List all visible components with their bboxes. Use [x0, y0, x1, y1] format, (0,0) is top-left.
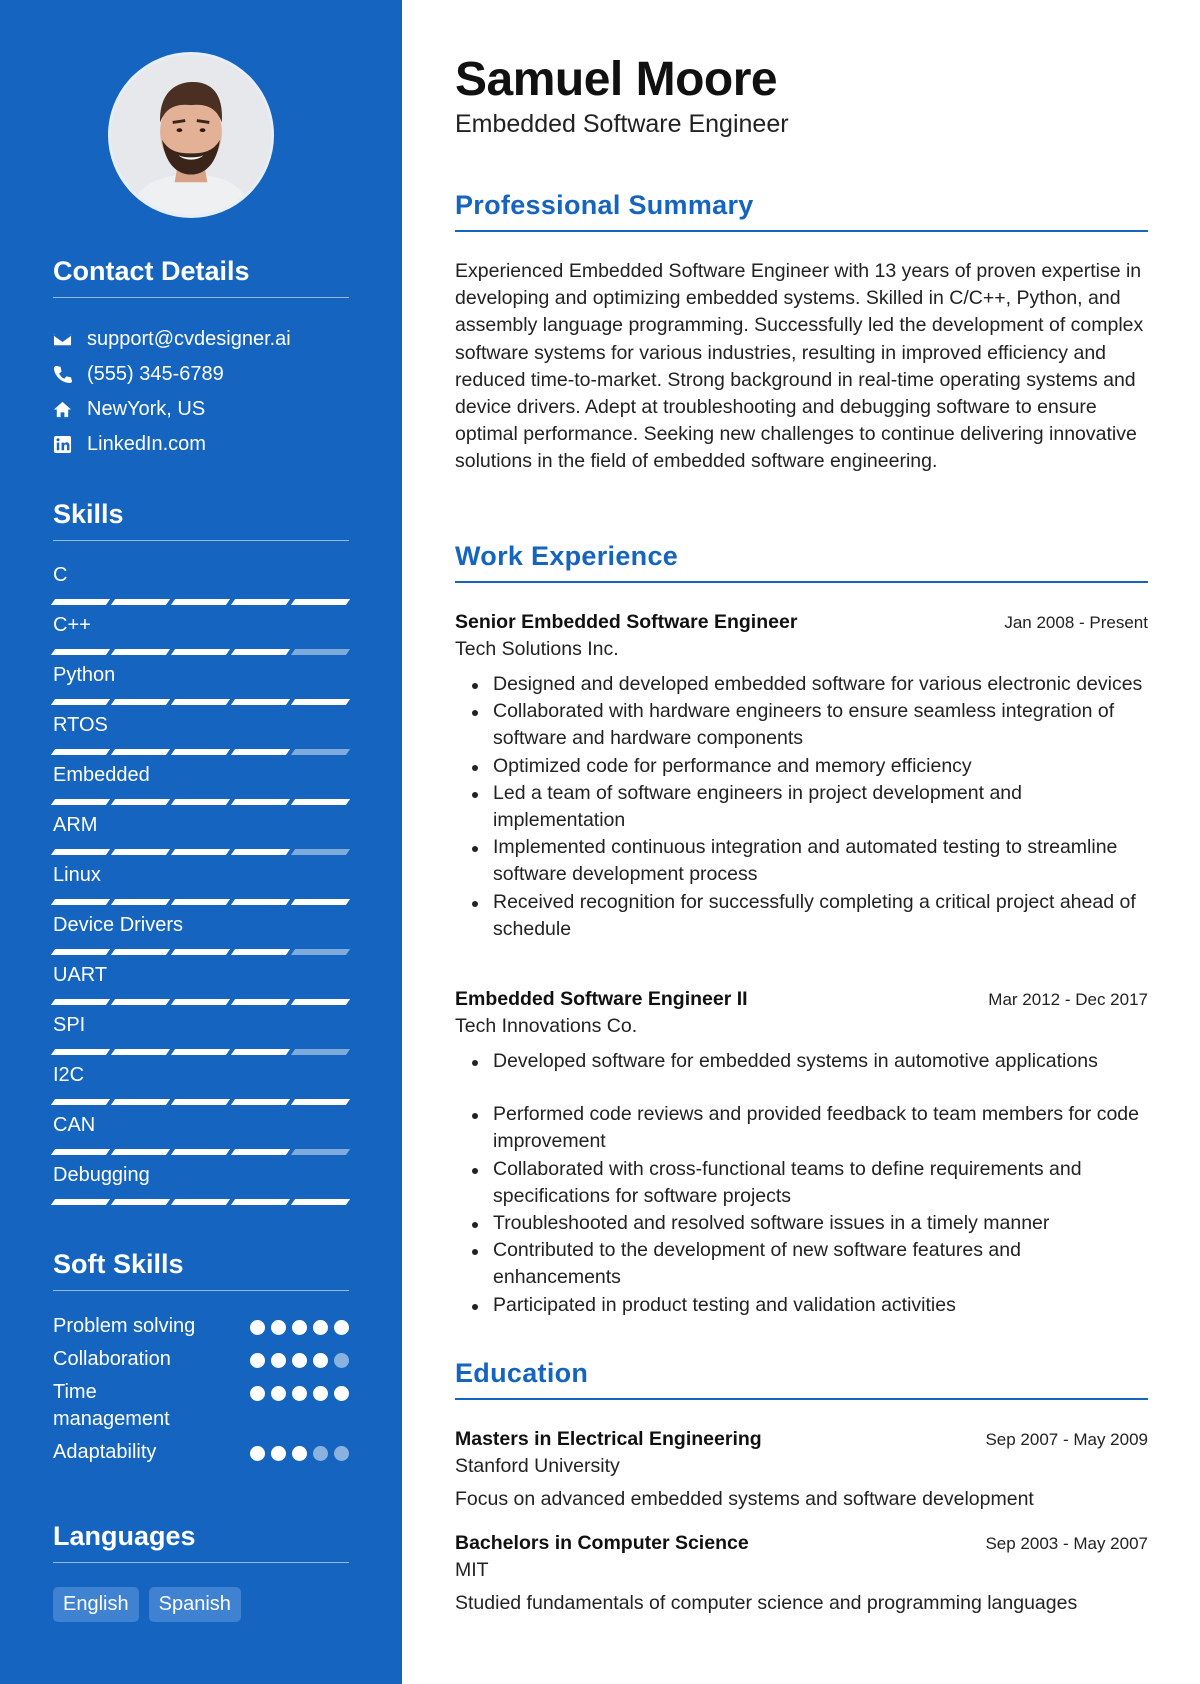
skill-level-bar	[53, 849, 349, 855]
skill-level-segment	[111, 649, 170, 655]
skill-level-segment	[231, 599, 290, 605]
skill-name: Embedded	[53, 764, 150, 786]
job-company: Tech Solutions Inc.	[455, 638, 619, 660]
skill-level-bar	[53, 899, 349, 905]
contact-location-text: NewYork, US	[87, 398, 206, 420]
skill-level-segment	[51, 1049, 110, 1055]
soft-skill-name: Time management	[53, 1381, 170, 1430]
skill-item	[53, 759, 349, 809]
skill-item	[53, 1159, 349, 1209]
skill-name: C	[53, 564, 68, 586]
sidebar	[0, 0, 402, 1684]
soft-skill-item	[53, 1379, 349, 1433]
skill-level-segment	[111, 949, 170, 955]
rating-dot	[313, 1353, 328, 1368]
skill-level-segment	[111, 799, 170, 805]
skill-level-segment	[111, 999, 170, 1005]
skill-level-segment	[171, 849, 230, 855]
skill-level-segment	[51, 799, 110, 805]
education-desc: Focus on advanced embedded systems and software development	[455, 1488, 1034, 1510]
soft-skills-section	[53, 1249, 349, 1472]
rating-dot	[271, 1386, 286, 1401]
skill-level-bar	[53, 599, 349, 605]
skill-level-segment	[171, 599, 230, 605]
avatar-photo	[111, 55, 271, 215]
skill-level-bar	[53, 1149, 349, 1155]
job-bullets	[455, 1048, 1148, 1319]
skill-level-segment	[51, 599, 110, 605]
rating-dot	[313, 1320, 328, 1335]
rating-dot	[292, 1386, 307, 1401]
skill-level-segment	[171, 999, 230, 1005]
job-title: Senior Embedded Software Engineer	[455, 611, 798, 633]
list-item: Participated in product testing and validation activities	[455, 1292, 1148, 1319]
skill-level-segment	[51, 899, 110, 905]
skill-level-segment	[231, 699, 290, 705]
skill-level-segment	[171, 899, 230, 905]
rating-dot	[292, 1353, 307, 1368]
rating-dot	[250, 1446, 265, 1461]
skills-section	[53, 499, 349, 1209]
rating-dot	[334, 1386, 349, 1401]
job-date: Mar 2012 - Dec 2017	[988, 990, 1148, 1009]
degree-title: Masters in Electrical Engineering	[455, 1428, 762, 1450]
skill-level-segment	[231, 1049, 290, 1055]
list-item: Performed code reviews and provided feedback to team members for code improvement	[455, 1101, 1148, 1155]
contact-phone[interactable]	[53, 357, 349, 392]
skill-item	[53, 859, 349, 909]
language-chip: Spanish	[149, 1587, 241, 1622]
soft-skill-rating	[250, 1379, 349, 1401]
contact-email[interactable]	[53, 322, 349, 357]
skill-level-segment	[51, 749, 110, 755]
skill-name: UART	[53, 964, 108, 986]
contact-email-text: support@cvdesigner.ai	[87, 328, 291, 350]
skill-item	[53, 959, 349, 1009]
list-item: Collaborated with cross-functional teams to define requirements and specifications for software projects	[455, 1156, 1148, 1210]
skill-level-segment	[111, 599, 170, 605]
skills-title: Skills	[53, 499, 349, 541]
education-entry	[455, 1428, 1148, 1511]
skill-level-segment	[111, 899, 170, 905]
skill-level-segment	[291, 699, 350, 705]
skill-level-segment	[291, 999, 350, 1005]
languages-title: Languages	[53, 1521, 349, 1563]
skill-name: SPI	[53, 1014, 86, 1036]
rating-dot	[250, 1386, 265, 1401]
skill-level-segment	[111, 849, 170, 855]
skill-level-segment	[231, 1099, 290, 1105]
list-item: Optimized code for performance and memory efficiency	[455, 753, 1148, 780]
skill-level-segment	[171, 749, 230, 755]
skill-name: Device Drivers	[53, 914, 184, 936]
rating-dot	[334, 1353, 349, 1368]
rating-dot	[250, 1353, 265, 1368]
list-item: Collaborated with hardware engineers to ensure seamless integration of software and hardware components	[455, 698, 1148, 752]
skill-item	[53, 809, 349, 859]
soft-skill-name: Problem solving	[53, 1315, 196, 1337]
skill-level-segment	[51, 1099, 110, 1105]
candidate-name: Samuel Moore	[455, 53, 778, 106]
skills-list	[53, 559, 349, 1209]
skill-level-segment	[111, 699, 170, 705]
skill-level-segment	[291, 1199, 350, 1205]
linkedin-icon	[53, 435, 87, 454]
avatar	[108, 52, 274, 218]
skill-level-segment	[231, 649, 290, 655]
skill-name: C++	[53, 614, 91, 636]
soft-skills-list	[53, 1313, 349, 1466]
skill-level-bar	[53, 749, 349, 755]
skill-item	[53, 1009, 349, 1059]
rating-dot	[313, 1446, 328, 1461]
skill-level-segment	[231, 949, 290, 955]
language-chip: English	[53, 1587, 139, 1622]
list-item: Led a team of software engineers in project development and implementation	[455, 780, 1148, 834]
skill-name: Debugging	[53, 1164, 150, 1186]
skill-level-segment	[171, 1149, 230, 1155]
skill-level-segment	[231, 999, 290, 1005]
soft-skill-item	[53, 1346, 349, 1373]
soft-skill-name: Adaptability	[53, 1441, 157, 1463]
skill-level-segment	[51, 699, 110, 705]
list-item: Received recognition for successfully completing a critical project ahead of schedule	[455, 889, 1148, 943]
school-name: MIT	[455, 1559, 489, 1581]
skill-level-segment	[291, 599, 350, 605]
list-item: Troubleshooted and resolved software issues in a timely manner	[455, 1210, 1148, 1237]
contact-linkedin[interactable]	[53, 427, 349, 462]
job-bullets	[455, 671, 1148, 943]
skill-item	[53, 1109, 349, 1159]
skill-level-bar	[53, 949, 349, 955]
soft-skill-rating	[250, 1313, 349, 1335]
languages-section	[53, 1521, 349, 1622]
rating-dot	[334, 1320, 349, 1335]
phone-icon	[53, 365, 87, 384]
skill-level-bar	[53, 1049, 349, 1055]
soft-skills-title: Soft Skills	[53, 1249, 349, 1291]
skill-name: ARM	[53, 814, 98, 836]
education-entry	[455, 1532, 1148, 1615]
skill-level-segment	[171, 799, 230, 805]
contact-phone-text: (555) 345-6789	[87, 363, 224, 385]
contact-title: Contact Details	[53, 256, 349, 298]
skill-level-segment	[291, 749, 350, 755]
skill-name: CAN	[53, 1114, 96, 1136]
skill-item	[53, 559, 349, 609]
skill-level-segment	[291, 949, 350, 955]
rating-dot	[292, 1320, 307, 1335]
education-title: Education	[455, 1358, 1148, 1400]
rating-dot	[313, 1386, 328, 1401]
school-name: Stanford University	[455, 1455, 620, 1477]
skill-item	[53, 909, 349, 959]
skill-level-segment	[171, 699, 230, 705]
skill-level-segment	[171, 1199, 230, 1205]
contact-list	[53, 322, 349, 462]
education-date: Sep 2003 - May 2007	[985, 1534, 1148, 1553]
envelope-icon	[53, 330, 87, 349]
skill-level-bar	[53, 999, 349, 1005]
skill-level-bar	[53, 799, 349, 805]
list-item: Developed software for embedded systems in automotive applications	[455, 1048, 1148, 1075]
skill-level-segment	[231, 899, 290, 905]
experience-title: Work Experience	[455, 541, 1148, 583]
skill-level-bar	[53, 1099, 349, 1105]
skill-level-segment	[111, 749, 170, 755]
skill-level-segment	[291, 649, 350, 655]
skill-item	[53, 609, 349, 659]
contact-section	[53, 256, 349, 462]
skill-level-segment	[51, 1199, 110, 1205]
job-company: Tech Innovations Co.	[455, 1015, 638, 1037]
job-entry	[455, 988, 1148, 1319]
skill-level-segment	[231, 849, 290, 855]
soft-skill-rating	[250, 1346, 349, 1368]
summary-title: Professional Summary	[455, 190, 1148, 232]
contact-location	[53, 392, 349, 427]
rating-dot	[271, 1320, 286, 1335]
skill-level-segment	[111, 1049, 170, 1055]
soft-skill-item	[53, 1439, 349, 1466]
skill-name: Linux	[53, 864, 101, 886]
languages-list	[53, 1587, 349, 1622]
candidate-role: Embedded Software Engineer	[455, 110, 789, 138]
skill-item	[53, 659, 349, 709]
rating-dot	[271, 1446, 286, 1461]
skill-name: RTOS	[53, 714, 108, 736]
skill-name: I2C	[53, 1064, 85, 1086]
skill-item	[53, 1059, 349, 1109]
skill-level-segment	[111, 1199, 170, 1205]
job-entry	[455, 611, 1148, 943]
list-item: Contributed to the development of new software features and enhancements	[455, 1237, 1148, 1291]
skill-level-segment	[171, 1049, 230, 1055]
skill-level-segment	[51, 649, 110, 655]
list-item: Designed and developed embedded software for various electronic devices	[455, 671, 1148, 698]
list-item: Implemented continuous integration and automated testing to streamline software development process	[455, 834, 1148, 888]
skill-level-segment	[231, 1149, 290, 1155]
rating-dot	[271, 1353, 286, 1368]
skill-level-segment	[231, 749, 290, 755]
skill-level-segment	[291, 849, 350, 855]
skill-level-segment	[51, 849, 110, 855]
soft-skill-rating	[250, 1439, 349, 1461]
skill-level-segment	[111, 1149, 170, 1155]
skill-level-segment	[291, 1049, 350, 1055]
summary-text: Experienced Embedded Software Engineer with 13 years of proven expertise in developing and optimizing embedded systems. Skilled in C/C++, Python, and assembly language programming. Successfully led the development of complex software systems for various industries, resulting in improved efficiency and reduced time-to-market. Strong background in real-time operating systems and device drivers. Adept at troubleshooting and debugging software to ensure optimal performance. Seeking new challenges to continue delivering innovative solutions in the field of embedded software engineering.	[455, 260, 1144, 473]
skill-level-segment	[171, 1099, 230, 1105]
job-date: Jan 2008 - Present	[1004, 613, 1148, 632]
rating-dot	[334, 1446, 349, 1461]
skill-level-segment	[291, 899, 350, 905]
rating-dot	[292, 1446, 307, 1461]
skill-level-segment	[51, 949, 110, 955]
rating-dot	[250, 1320, 265, 1335]
contact-linkedin-text: LinkedIn.com	[87, 433, 206, 455]
skill-level-segment	[171, 949, 230, 955]
skill-level-segment	[171, 649, 230, 655]
skill-level-segment	[231, 799, 290, 805]
skill-level-segment	[51, 1149, 110, 1155]
skill-level-bar	[53, 649, 349, 655]
skill-level-segment	[291, 1149, 350, 1155]
soft-skill-name: Collaboration	[53, 1348, 171, 1370]
skill-level-segment	[231, 1199, 290, 1205]
soft-skill-item	[53, 1313, 349, 1340]
skill-level-segment	[111, 1099, 170, 1105]
education-desc: Studied fundamentals of computer science and programming languages	[455, 1592, 1078, 1614]
education-date: Sep 2007 - May 2009	[985, 1430, 1148, 1449]
skill-level-bar	[53, 699, 349, 705]
skill-level-segment	[291, 799, 350, 805]
skill-level-segment	[291, 1099, 350, 1105]
skill-item	[53, 709, 349, 759]
home-icon	[53, 400, 87, 419]
skill-level-bar	[53, 1199, 349, 1205]
degree-title: Bachelors in Computer Science	[455, 1532, 749, 1554]
job-title: Embedded Software Engineer II	[455, 988, 748, 1010]
skill-level-segment	[51, 999, 110, 1005]
skill-name: Python	[53, 664, 116, 686]
